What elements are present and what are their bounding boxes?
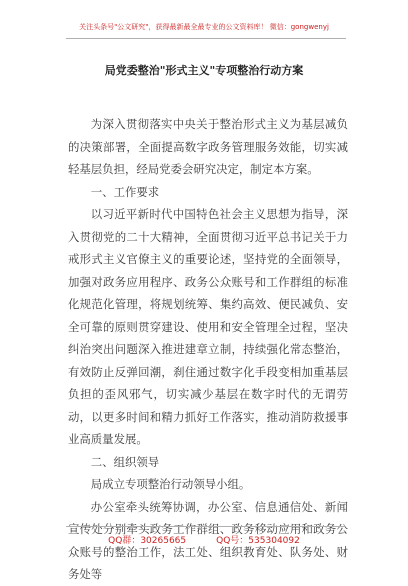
paragraph-leading-group: 局成立专项整治行动领导小组。 <box>90 477 251 491</box>
document-body <box>68 113 348 586</box>
footer-qq-group: QQ群：30265665 <box>108 536 187 546</box>
paragraph-intro: 为深入贯彻落实中央关于整治形式主义为基层减负的决策部署，全面提高数字政务管理服务效能，切实减轻基层负担，经局党委会研究决定，制定本方案。 <box>68 117 348 176</box>
footer-qq-number: QQ号：535304092 <box>216 536 300 546</box>
heading-organization-leadership: 二、组织领导 <box>90 454 160 469</box>
footer-contact <box>0 533 408 546</box>
document-title: 局党委整治"形式主义"专项整治行动方案 <box>104 64 304 77</box>
footer-divider <box>66 526 346 527</box>
paragraph-responsibilities: 办公室牵头统筹协调，办公室、信息通信处、新闻宣传处分别牵头政务工作群组、政务移动应用和政务公众账号的整治工作，法工处、组织教育处、队务处、财务处等 <box>68 499 348 581</box>
heading-work-requirements: 一、工作要求 <box>90 184 160 199</box>
header-divider <box>66 38 346 39</box>
header-promo-note: 关注头条号"公文研究"，获得最新最全最专业的公文资料库！ 微信：gongwenyj <box>79 23 329 31</box>
paragraph-work-requirements: 以习近平新时代中国特色社会主义思想为指导，深入贯彻党的二十大精神，全面贯彻习近平总书记关于力戒形式主义官僚主义的重要论述，坚持党的全面领导，加强对政务应用程序、政务公众账号和工作群组的标准化规范化管理，将规划统筹、集约高效、便民减负、安全可靠的原则贯穿建设、使用和安全管理全过程，坚决纠治突出问题深入推进建章立制，持续强化常态整治，有效防止反弹回潮，刹住通过数字化手段变相加重基层负担的歪风邪气，切实减少基层在数字时代的无谓劳动，以更多时间和精力抓好工作落实，推动消防救援事业高质量发展。 <box>68 207 348 446</box>
